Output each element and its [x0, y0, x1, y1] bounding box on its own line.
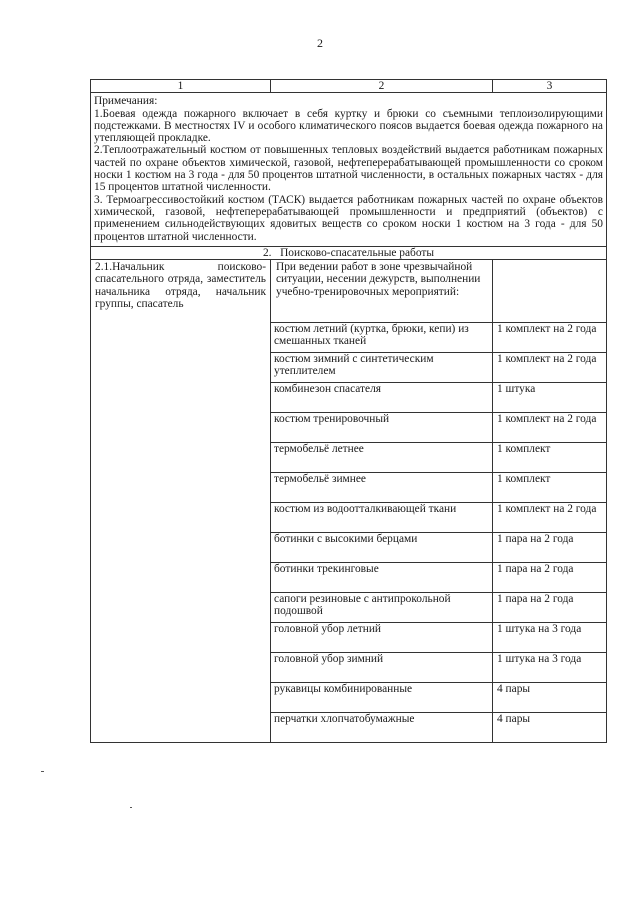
intro-row — [91, 260, 607, 323]
item-norm: 1 штука на 3 года — [493, 653, 607, 683]
column-numbers-row — [91, 80, 607, 93]
scan-speck — [130, 807, 132, 808]
items-body — [91, 260, 607, 743]
item-norm: 1 штука — [493, 383, 607, 413]
norms-table — [90, 79, 607, 743]
intro-cell: При ведении работ в зоне чрезвычайной ситуации, несении дежурств, выполнении учебно-тренировочных мероприятий: — [271, 260, 493, 323]
item-name: головной убор зимний — [271, 653, 493, 683]
scan-speck — [41, 771, 44, 772]
section-heading — [91, 246, 607, 259]
column-number-3: 3 — [493, 80, 607, 93]
item-name: термобельё летнее — [271, 443, 493, 473]
intro-norm-cell — [493, 260, 607, 323]
section-number: 2. — [262, 246, 272, 259]
item-name: костюм тренировочный — [271, 413, 493, 443]
note-3: 3. Термоагрессивостойкий костюм (ТАСК) выдается работникам пожарных частей по охране объектов химической, газовой, нефтеперерабатывающей промышленности и предприятий (объектов) с применением сильнодействующих ядовитых веществ со сроком носки 1 костюм на 3 года - для 50 процентов штатной численности. — [94, 193, 603, 243]
item-name: костюм летний (куртка, брюки, кепи) из смешанных тканей — [271, 323, 493, 353]
item-name: костюм зимний с синтетическим утеплителем — [271, 353, 493, 383]
column-number-1: 1 — [91, 80, 271, 93]
item-name: рукавицы комбинированные — [271, 683, 493, 713]
item-norm: 1 комплект на 2 года — [493, 413, 607, 443]
item-name: костюм из водоотталкивающей ткани — [271, 503, 493, 533]
item-name: ботинки с высокими берцами — [271, 533, 493, 563]
item-name: перчатки хлопчатобумажные — [271, 713, 493, 743]
item-norm: 1 штука на 3 года — [493, 623, 607, 653]
page-number: 2 — [317, 36, 323, 50]
item-norm: 1 комплект на 2 года — [493, 503, 607, 533]
item-norm: 1 пара на 2 года — [493, 563, 607, 593]
item-norm: 1 комплект — [493, 473, 607, 503]
section-title: Поисково-спасательные работы — [280, 246, 435, 259]
notes-cell — [91, 93, 607, 247]
item-name: термобельё зимнее — [271, 473, 493, 503]
note-1: 1.Боевая одежда пожарного включает в себя куртку и брюки со съемными теплоизолирующими подстежками. В местностях IV и особого климатического поясов выдается боевая одежда пожарного на утепляющей прокладке. — [94, 107, 603, 145]
note-2: 2.Теплоотражательный костюм от повышенных тепловых воздействий выдается работникам пожарных частей по охране объектов химической, газовой, нефтеперерабатывающей промышленности со сроком носки 1 костюм на 3 года - для 50 процентов штатной численности, в остальных пожарных частях - для 15 процентов штатной численности. — [94, 144, 603, 194]
position-cell: 2.1.Начальник поисково-спасательного отряда, заместитель начальника отряда, начальник группы, спасатель — [91, 260, 271, 743]
item-norm: 1 пара на 2 года — [493, 533, 607, 563]
item-norm: 1 комплект на 2 года — [493, 353, 607, 383]
column-number-2: 2 — [271, 80, 493, 93]
item-name: ботинки трекинговые — [271, 563, 493, 593]
item-name: головной убор летний — [271, 623, 493, 653]
item-norm: 1 комплект на 2 года — [493, 323, 607, 353]
notes-title: Примечания: — [94, 95, 158, 108]
item-name: сапоги резиновые с антипрокольной подошвой — [271, 593, 493, 623]
item-norm: 1 комплект — [493, 443, 607, 473]
item-norm: 4 пары — [493, 683, 607, 713]
item-norm: 1 пара на 2 года — [493, 593, 607, 623]
notes-row — [91, 93, 607, 247]
item-name: комбинезон спасателя — [271, 383, 493, 413]
item-norm: 4 пары — [493, 713, 607, 743]
section-row — [91, 246, 607, 259]
